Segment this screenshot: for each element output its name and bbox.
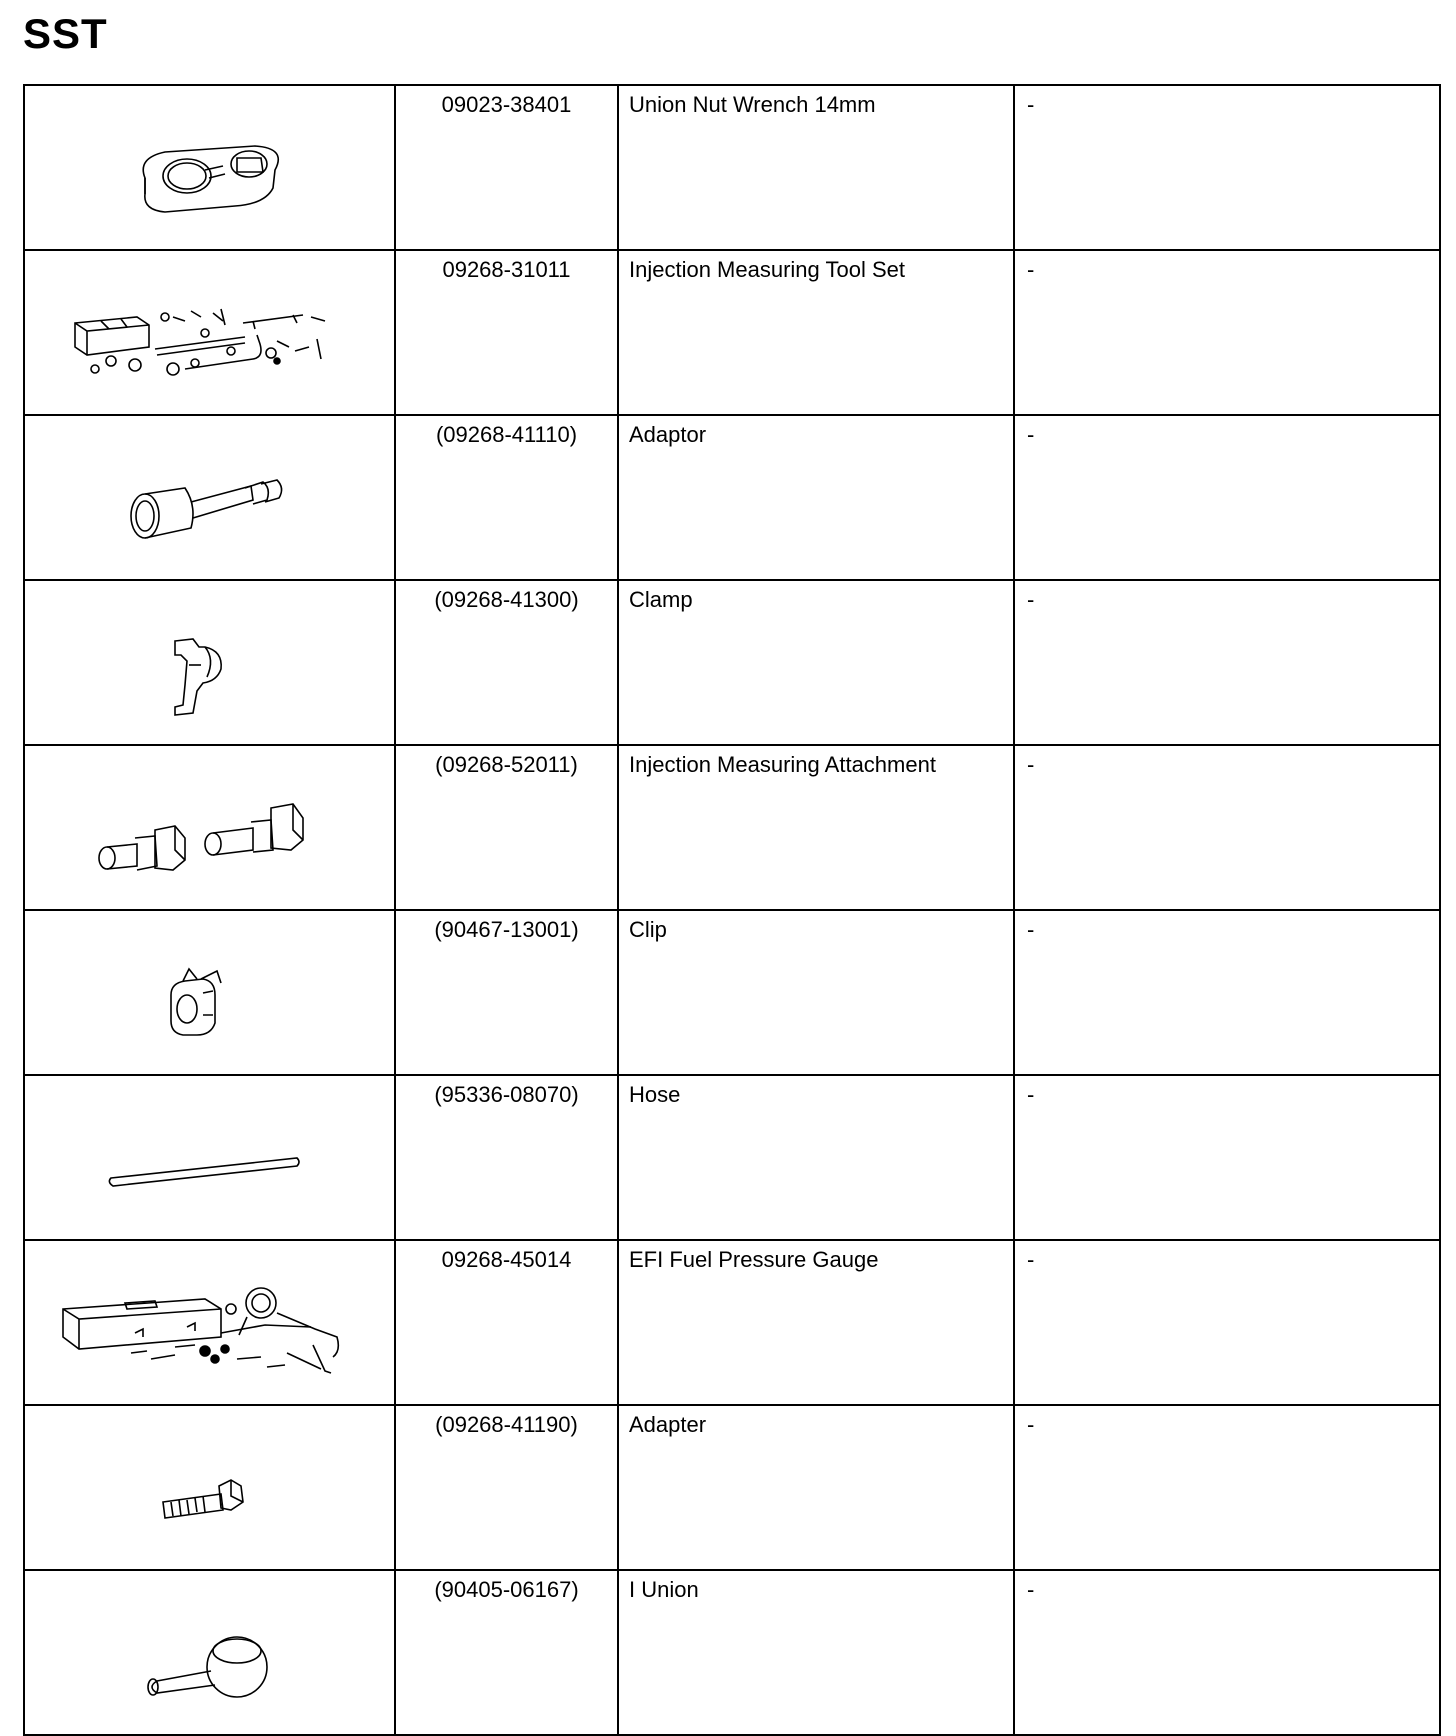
tool-note: -	[1014, 1570, 1440, 1735]
table-row	[24, 1075, 1440, 1240]
tool-name: I Union	[618, 1570, 1014, 1735]
tool-name: Union Nut Wrench 14mm	[618, 85, 1014, 250]
part-number: 09023-38401	[395, 85, 618, 250]
tool-note: -	[1014, 1240, 1440, 1405]
tool-image-cell	[24, 1240, 395, 1405]
tool-note: -	[1014, 85, 1440, 250]
fuel-pressure-gauge-icon	[25, 1241, 394, 1398]
tool-image-cell	[24, 1570, 395, 1735]
tool-image-cell	[24, 1405, 395, 1570]
clamp-icon	[25, 581, 394, 738]
tool-name: Adapter	[618, 1405, 1014, 1570]
tool-name: Hose	[618, 1075, 1014, 1240]
tool-image-cell	[24, 415, 395, 580]
tool-name: Adaptor	[618, 415, 1014, 580]
tool-image-cell	[24, 910, 395, 1075]
i-union-icon	[25, 1571, 394, 1728]
adaptor-icon	[25, 416, 394, 573]
table-row	[24, 745, 1440, 910]
tool-image-cell	[24, 250, 395, 415]
tool-name: Clamp	[618, 580, 1014, 745]
part-number: 09268-31011	[395, 250, 618, 415]
table-row	[24, 1570, 1440, 1735]
measuring-attachment-icon	[25, 746, 394, 903]
part-number: (09268-41300)	[395, 580, 618, 745]
clip-icon	[25, 911, 394, 1068]
tool-image-cell	[24, 85, 395, 250]
part-number: (09268-41110)	[395, 415, 618, 580]
table-row	[24, 910, 1440, 1075]
tool-image-cell	[24, 1075, 395, 1240]
tool-note: -	[1014, 745, 1440, 910]
hose-icon	[25, 1076, 394, 1233]
part-number: 09268-45014	[395, 1240, 618, 1405]
tool-name: Clip	[618, 910, 1014, 1075]
page-title: SST	[23, 10, 108, 57]
table-row	[24, 250, 1440, 415]
part-number: (95336-08070)	[395, 1075, 618, 1240]
table-row	[24, 85, 1440, 250]
part-number: (90467-13001)	[395, 910, 618, 1075]
tool-note: -	[1014, 1405, 1440, 1570]
tool-note: -	[1014, 580, 1440, 745]
tool-name: Injection Measuring Attachment	[618, 745, 1014, 910]
table-row	[24, 415, 1440, 580]
tool-note: -	[1014, 1075, 1440, 1240]
tool-note: -	[1014, 415, 1440, 580]
part-number: (09268-52011)	[395, 745, 618, 910]
part-number: (90405-06167)	[395, 1570, 618, 1735]
table-row	[24, 1405, 1440, 1570]
sst-table	[23, 84, 1441, 1736]
part-number: (09268-41190)	[395, 1405, 618, 1570]
union-nut-wrench-icon	[25, 86, 394, 243]
tool-image-cell	[24, 580, 395, 745]
tool-note: -	[1014, 250, 1440, 415]
tool-note: -	[1014, 910, 1440, 1075]
injection-tool-set-icon	[25, 251, 394, 408]
tool-name: EFI Fuel Pressure Gauge	[618, 1240, 1014, 1405]
table-row	[24, 580, 1440, 745]
adapter-bolt-icon	[25, 1406, 394, 1563]
tool-image-cell	[24, 745, 395, 910]
table-row	[24, 1240, 1440, 1405]
tool-name: Injection Measuring Tool Set	[618, 250, 1014, 415]
